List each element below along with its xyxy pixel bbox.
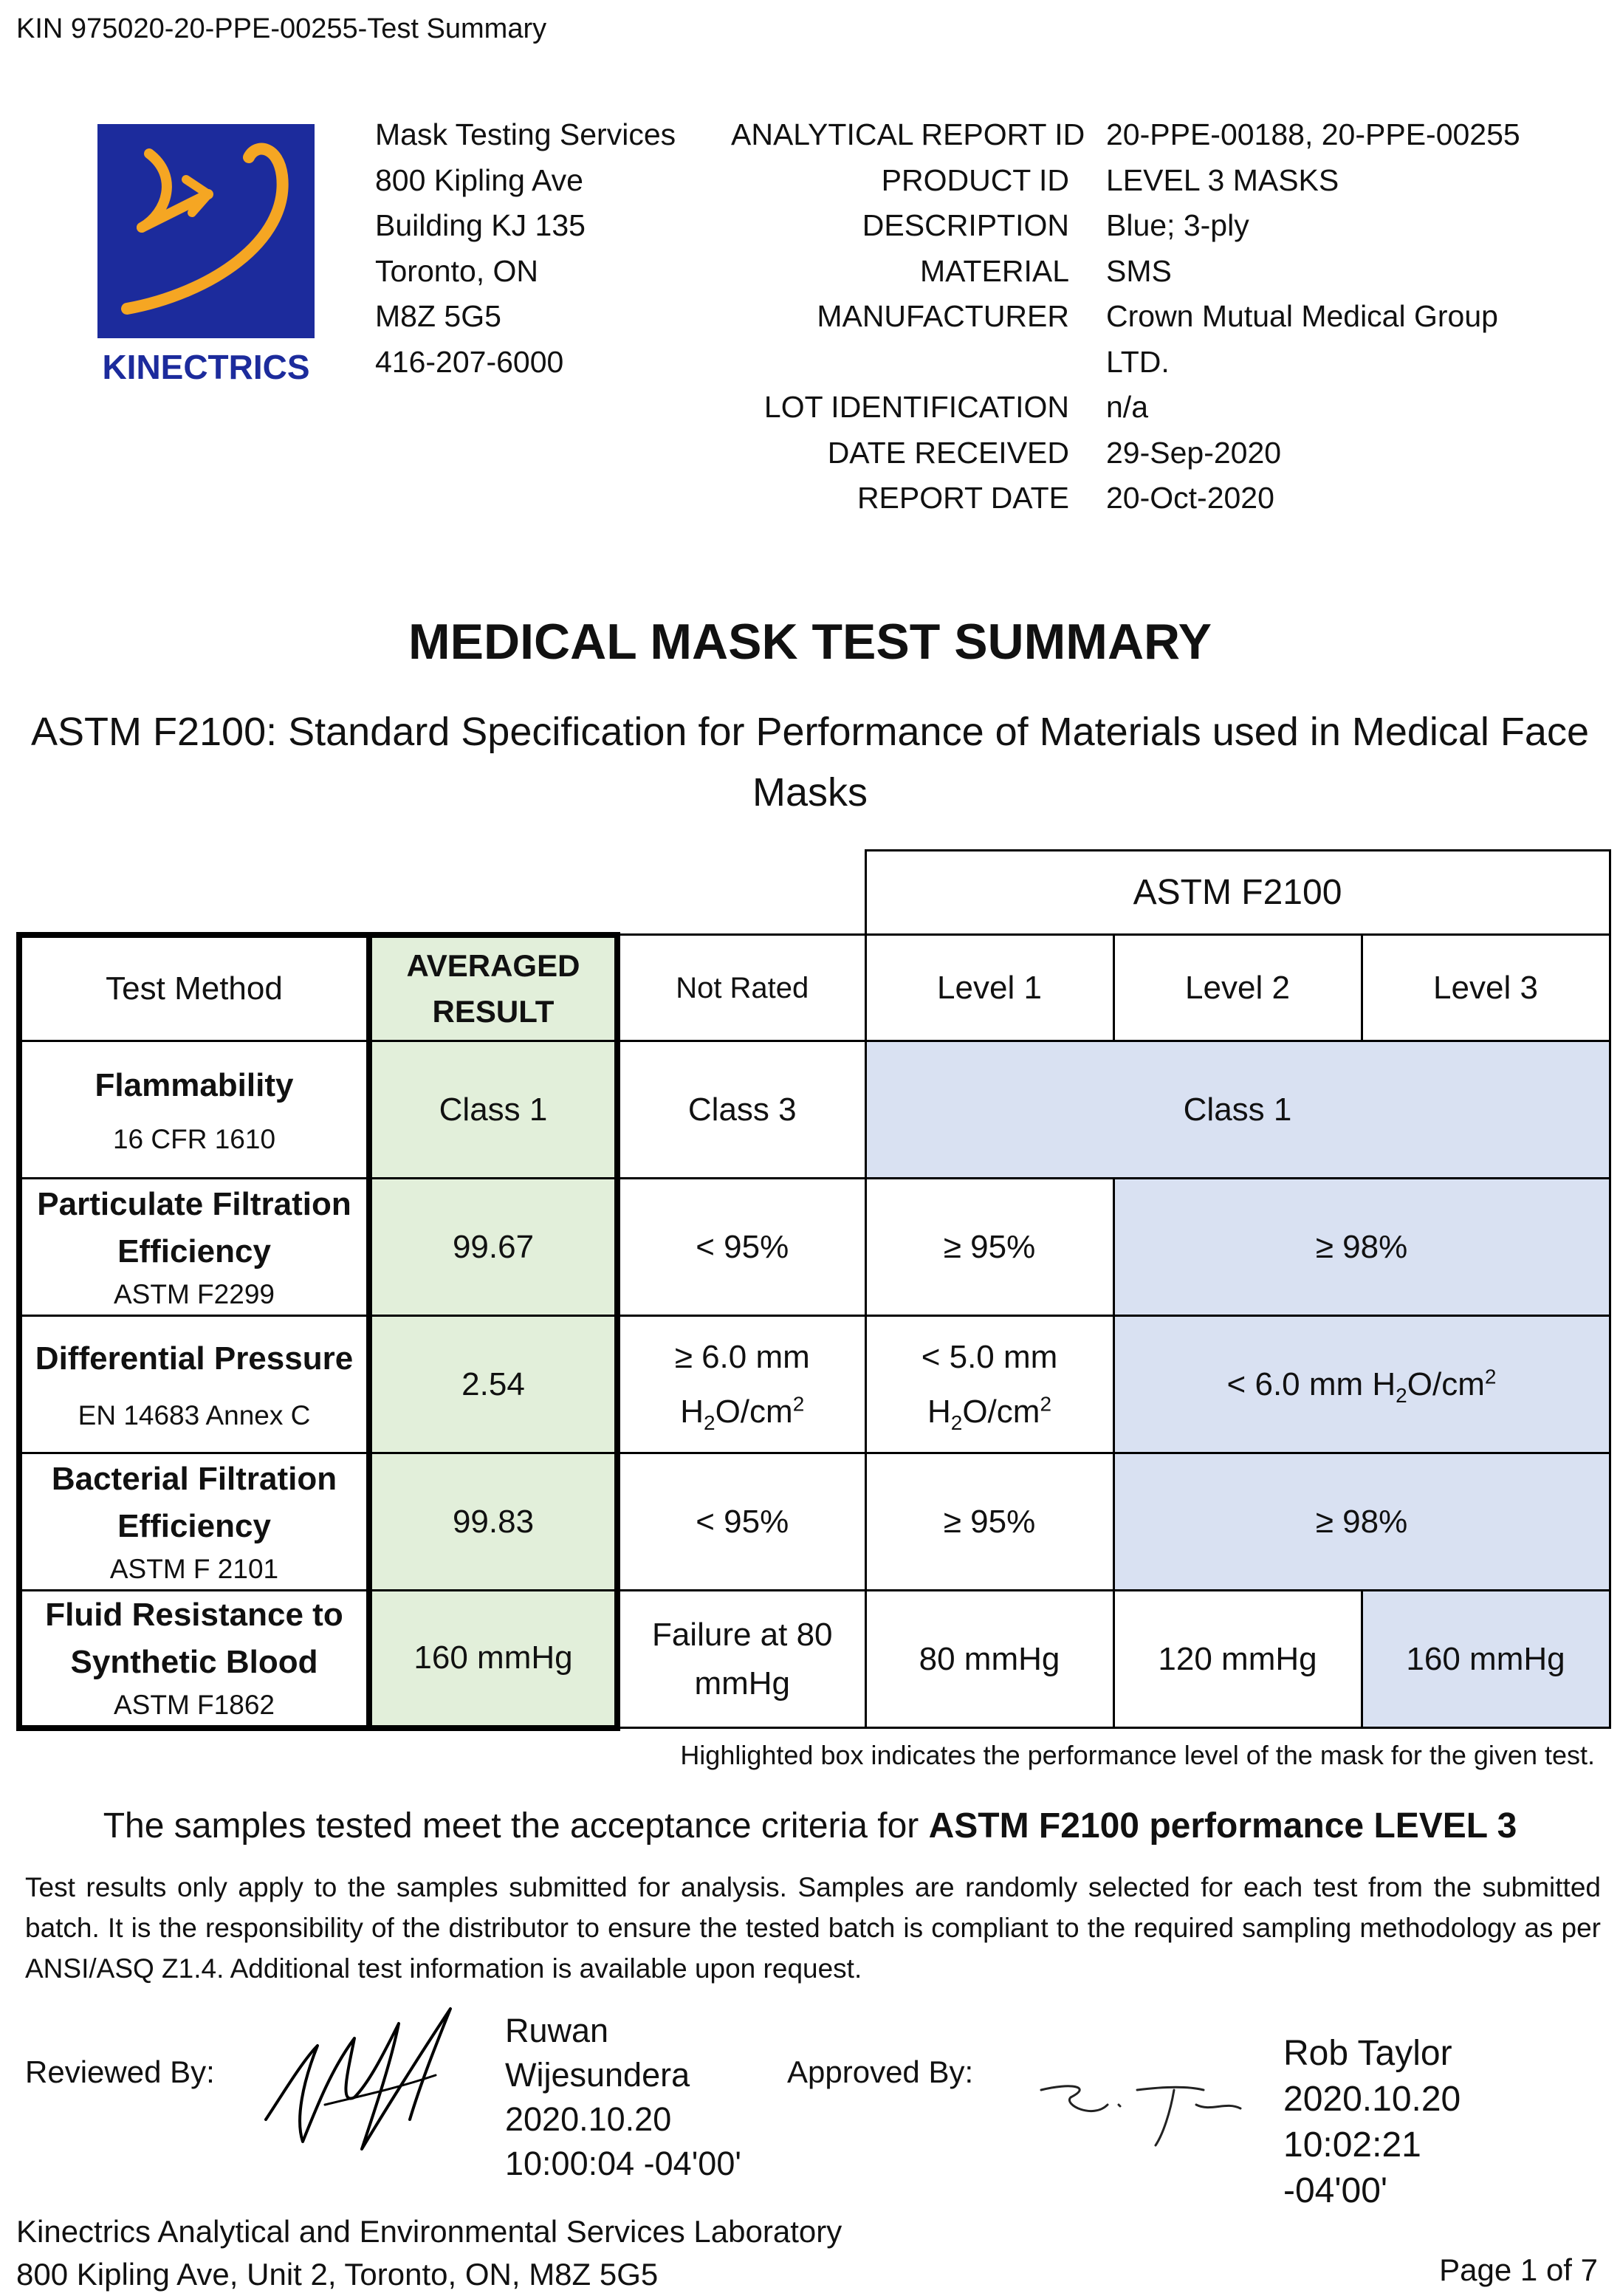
test-summary-table [16, 849, 1611, 1731]
approved-by-label: Approved By: [787, 2055, 974, 2089]
row-method: Differential Pressure EN 14683 Annex C [19, 1316, 369, 1453]
conclusion: The samples tested meet the acceptance criteria for ASTM F2100 performance LEVEL 3 [103, 1806, 1517, 1846]
highlight-cell: < 6.0 mm $H_2O/cm^2$ [1113, 1316, 1610, 1453]
highlight-cell: ≥ 98% [1113, 1179, 1610, 1316]
table-row: Flammability 16 CFR 1610 Class 1 Class 3 Class 1 [19, 1041, 1610, 1179]
row-method: Bacterial Filtration Efficiency ASTM F 2101 [19, 1453, 369, 1591]
th-averaged-result: AVERAGED RESULT [369, 935, 617, 1041]
table-row: Fluid Resistance to Synthetic Blood ASTM F1862 160 mmHg Failure at 80 mmHg 80 mmHg 120 mmHg 160 mmHg [19, 1591, 1610, 1728]
reviewer-signature [251, 1994, 473, 2171]
meta-row: REPORT DATE 20-Oct-2020 [857, 481, 1274, 515]
meta-row: DATE RECEIVED 29-Sep-2020 [827, 435, 1282, 470]
approver-signature [1026, 2060, 1248, 2156]
th-not-rated: Not Rated [617, 935, 865, 1041]
row-method: Flammability 16 CFR 1610 [19, 1041, 369, 1179]
th-test-method: Test Method [19, 935, 369, 1041]
meta-row: LOT IDENTIFICATION n/a [763, 390, 1148, 424]
header-row [19, 935, 1610, 1041]
logo-text: KINECTRICS [102, 348, 310, 386]
lab-address: Mask Testing Services 800 Kipling Ave Building KJ 135 Toronto, ON M8Z 5G5 416-207-6000 [375, 117, 676, 379]
report-metadata [731, 112, 1602, 521]
th-level-3: Level 3 [1362, 935, 1610, 1041]
footer-address: Kinectrics Analytical and Environmental Services Laboratory 800 Kipling Ave, Unit 2, Toronto, ON, M8Z 5G5 [16, 2214, 842, 2292]
highlight-note: Highlighted box indicates the performance level of the mask for the given test. [680, 1740, 1595, 1770]
page-subtitle: ASTM F2100: Standard Specification for Performance of Materials used in Medical Face Masks [31, 710, 1589, 815]
highlight-cell: ≥ 98% [1113, 1453, 1610, 1591]
highlight-cell: Class 1 [865, 1041, 1610, 1179]
document-id: KIN 975020-20-PPE-00255-Test Summary [16, 13, 547, 44]
page-number: Page 1 of 7 [1439, 2252, 1598, 2287]
th-level-1: Level 1 [865, 935, 1113, 1041]
meta-row: ANALYTICAL REPORT ID 20-PPE-00188, 20-PPE-00255 [731, 117, 1520, 151]
table-row: Bacterial Filtration Efficiency ASTM F 2101 99.83 < 95% ≥ 95% ≥ 98% [19, 1453, 1610, 1591]
row-method: Particulate Filtration Efficiency ASTM F2299 [19, 1179, 369, 1316]
meta-row: LTD. [1106, 344, 1170, 379]
page-title: MEDICAL MASK TEST SUMMARY [408, 614, 1212, 670]
table-row: Particulate Filtration Efficiency ASTM F2299 99.67 < 95% ≥ 95% ≥ 98% [19, 1179, 1610, 1316]
table-row: Differential Pressure EN 14683 Annex C 2.54 ≥ 6.0 mm $H_2O/cm^2$ < 5.0 mm $H_2O/cm^2$ < 6.0 mm $H_2O/cm^2$ [19, 1316, 1610, 1453]
meta-row: DESCRIPTION Blue; 3-ply [862, 208, 1249, 242]
row-method: Fluid Resistance to Synthetic Blood ASTM F1862 [19, 1591, 369, 1728]
reviewed-by-label: Reviewed By: [25, 2055, 215, 2089]
meta-row: PRODUCT ID LEVEL 3 MASKS [881, 162, 1339, 197]
astm-group-header: ASTM F2100 [865, 851, 1610, 935]
disclaimer: Test results only apply to the samples submitted for analysis. Samples are randomly selected for each test from the submitted batch. It is the responsibility of the distributor to ensure the tested batch is compliant to the required sampling methodology as per ANSI/ASQ Z1.4. Additional test information is available upon request. [25, 1872, 1601, 1984]
kinectrics-logo [97, 124, 315, 390]
meta-row: MATERIAL SMS [920, 253, 1172, 288]
reviewer-info: Ruwan Wijesundera 2020.10.20 10:00:04 -04'00' [505, 2012, 741, 2182]
th-level-2: Level 2 [1113, 935, 1362, 1041]
highlight-cell: 160 mmHg [1362, 1591, 1610, 1728]
approver-info: Rob Taylor 2020.10.20 10:02:21 -04'00' [1283, 2034, 1461, 2210]
meta-row: MANUFACTURER Crown Mutual Medical Group [817, 299, 1498, 333]
